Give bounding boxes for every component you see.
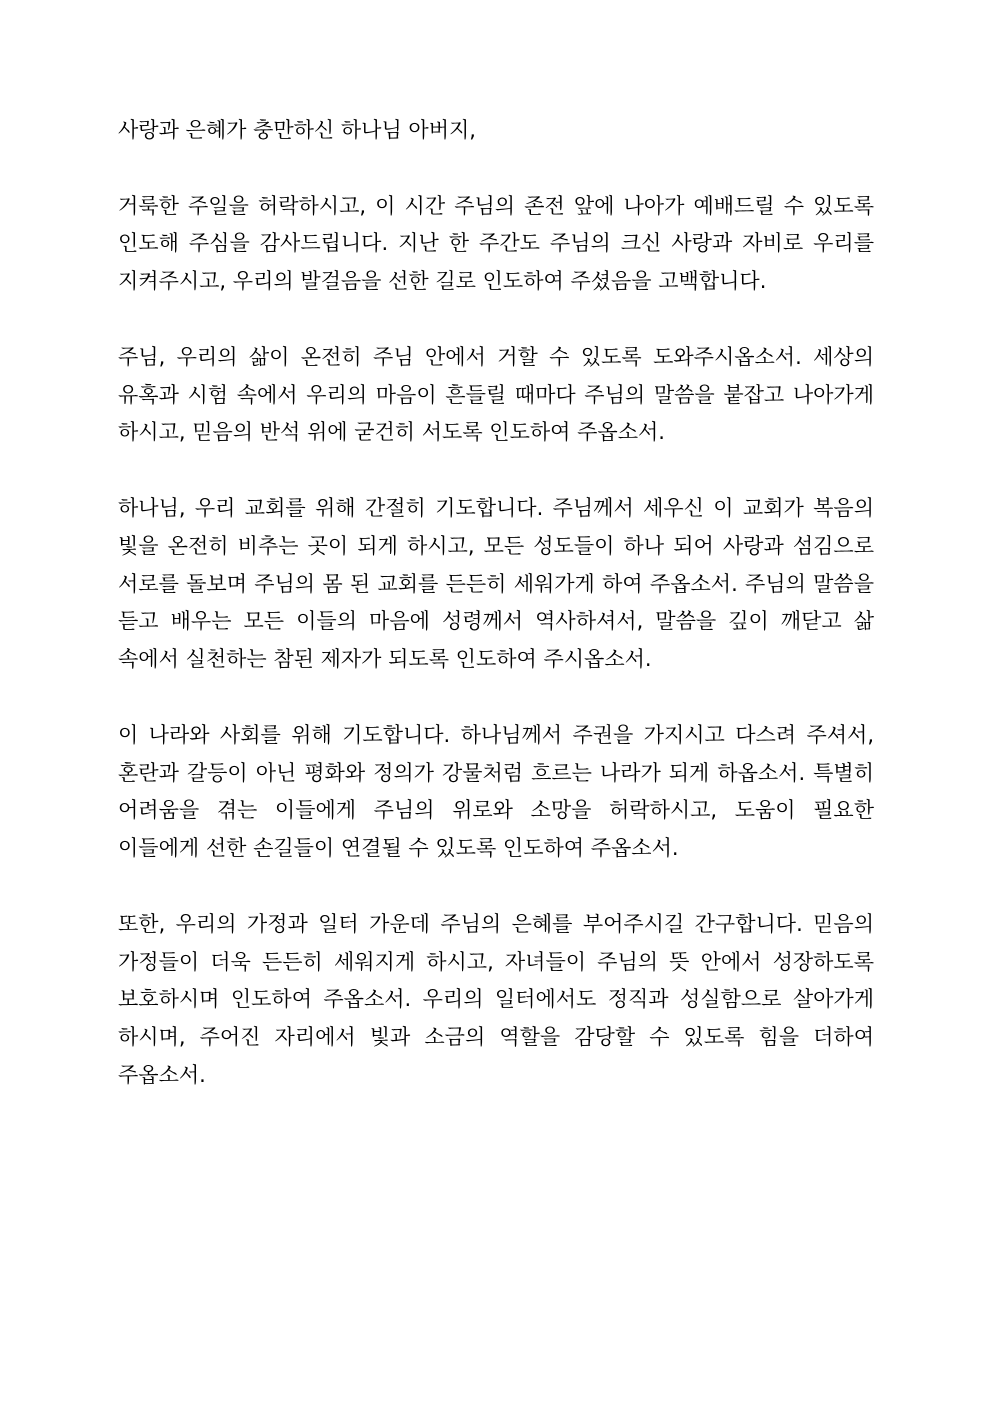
greeting-paragraph: 사랑과 은혜가 충만하신 하나님 아버지, bbox=[118, 118, 476, 142]
church-paragraph: 하나님, 우리 교회를 위해 간절히 기도합니다. 주님께서 세우신 이 교회가 복음의 빛을 온전히 비추는 곳이 되게 하시고, 모든 성도들이 하나 되어 사랑과 섬김으로 서로를 돌보며 주님의 몸 된 교회를 든든히 세워가게 하여 주옵소서. 주님의 말씀을 듣고 배우는 모든 이들의 마음에 성령께서 역사하셔서, 말씀을 깊이 깨닫고 삶 속에서 실천하는 참된 제자가 되도록 인도하여 주시옵소서. bbox=[118, 495, 874, 672]
faith-paragraph: 주님, 우리의 삶이 온전히 주님 안에서 거할 수 있도록 도와주시옵소서. 세상의 유혹과 시험 속에서 우리의 마음이 흔들릴 때마다 주님의 말씀을 붙잡고 나아가게 하시고, 믿음의 반석 위에 굳건히 서도록 인도하여 주옵소서. bbox=[118, 344, 874, 445]
family-work-paragraph: 또한, 우리의 가정과 일터 가운데 주님의 은혜를 부어주시길 간구합니다. 믿음의 가정들이 더욱 든든히 세워지게 하시고, 자녀들이 주님의 뜻 안에서 성장하도록 보호하시며 인도하여 주옵소서. 우리의 일터에서도 정직과 성실함으로 살아가게 하시며, 주어진 자리에서 빛과 소금의 역할을 감당할 수 있도록 힘을 더하여 주옵소서. bbox=[118, 911, 874, 1087]
nation-paragraph: 이 나라와 사회를 위해 기도합니다. 하나님께서 주권을 가지시고 다스려 주셔서, 혼란과 갈등이 아닌 평화와 정의가 강물처럼 흐르는 나라가 되게 하옵소서. 특별히 어려움을 겪는 이들에게 주님의 위로와 소망을 허락하시고, 도움이 필요한 이들에게 선한 손길들이 연결될 수 있도록 인도하여 주옵소서. bbox=[118, 722, 874, 861]
document-page bbox=[118, 112, 874, 1095]
thanksgiving-paragraph: 거룩한 주일을 허락하시고, 이 시간 주님의 존전 앞에 나아가 예배드릴 수 있도록 인도해 주심을 감사드립니다. 지난 한 주간도 주님의 크신 사랑과 자비로 우리를 지켜주시고, 우리의 발걸음을 선한 길로 인도하여 주셨음을 고백합니다. bbox=[118, 193, 874, 294]
